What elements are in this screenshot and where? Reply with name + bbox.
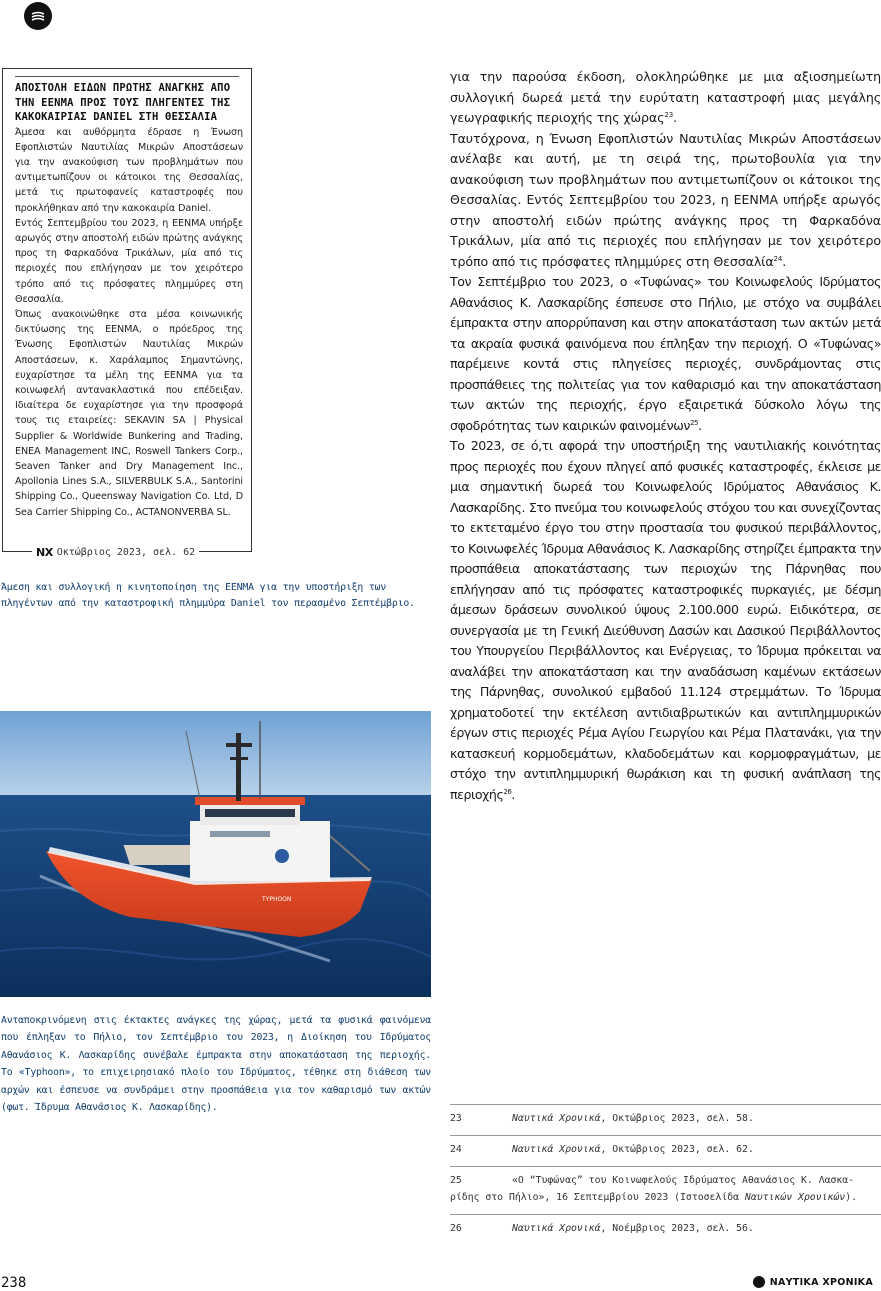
sidebar-citation [32,546,199,559]
footnote-ref: 25 [689,418,698,427]
body-paragraph: Ταυτόχρονα, η Ένωση Εφοπλιστών Ναυτιλίας Μικρών Αποστάσεων ανέλαβε και αυτή, με τη σειρά της, πρωτοβουλία για την ανακούφιση των προβλημάτων που αντιμετωπίζουν οι κάτοικοι της Θεσσαλίας. Εντός Σεπτεμβρίου του 2023, η ΕΕΝΜΑ υπήρξε αρωγός στην αποστολή ειδών πρώτης ανάγκης προς τη Φαρκαδόνα Τρικάλων, μία από τις περιοχές που επλήγησαν με τον χειρότερο τρόπο από τις πρόσφατες πλημμύρες στη Θεσσαλία$^{24}$. [450,130,881,269]
footnotes [450,1104,881,1245]
footnote-ref: 23 [664,110,674,119]
brand-logo-icon [753,1276,765,1288]
page-number: 238 [1,1275,27,1291]
sidebar-title: ΑΠΟΣΤΟΛΗ ΕΙΔΩΝ ΠΡΩΤΗΣ ΑΝΑΓΚΗΣ ΑΠΟ ΤΗΝ ΕΕΝΜΑ ΠΡΟΣ ΤΟΥΣ ΠΛΗΓΕΝΤΕΣ ΤΗΣ ΚΑΚΟΚΑΙΡΙΑΣ DANIEL ΣΤΗ ΘΕΣΣΑΛΙΑ [15,82,231,123]
nx-logo: NX [36,546,53,559]
footnote: 26 Ναυτικά Χρονικά, Νοέμβριος 2023, σελ. 56. [450,1214,881,1245]
sidebar-paragraph: Όπως ανακοινώθηκε στα μέσα κοινωνικής δικτύωσης της ΕΕΝΜΑ, ο πρόεδρος της Ένωσης Εφοπλιστών Ναυτιλίας Μικρών Αποστάσεων, κ. Χαράλαμπος Σημαντώνης, ευχαρίστησε τα μέλη της ΕΕΝΜΑ για τα κοινωφελή αντανακλαστικά που επέδειξαν. Ιδιαίτερα δε ευχαρίστησε για την προσφορά τους τις εταιρείες: SEKAVIN SA | Physical Supplier & Worldwide Bunkering and Trading, ENEA Management INC, Roswell Tankers Corp., Seaven Tanker and Dry Management Inc., Apollonia Lines S.A., SILVERBULK S.A., Santorini Shipping Co., Queensway Navigation Co. Ltd, D Sea Carrier Shipping Co., ACTANONVERBA SL. [15,308,243,518]
publication-logo-icon [24,2,52,30]
footnote: 24 Ναυτικά Χρονικά, Οκτώβριος 2023, σελ. 62. [450,1135,881,1166]
body-paragraph: Τον Σεπτέμβριο του 2023, ο «Τυφώνας» του Κοινωφελούς Ιδρύματος Αθανάσιος Κ. Λασκαρίδης έσπευσε στο Πήλιο, με στόχο να συμβάλει έμπρακτα στην απορρύπανση και στην αποκατάσταση των ακτών μετά τα ακραία φυσικά φαινόμενα που έπληξαν την περιοχή. Ο «Τυφώνας» παρέμεινε κοντά στις πληγείσες περιοχές, συνδράμοντας στις προσπάθειες της πολιτείας για τον καθαρισμό και την αποκατάσταση των ακτών της περιοχής, έργο εξαιρετικά δύσκολο λόγω της σφοδρότητας των καιρικών φαινομένων$^{25}$. [450,274,881,433]
footnote-ref: 26 [503,787,512,796]
ship-name: TYPHOON [262,896,292,903]
sidebar-box [2,68,252,552]
citation-text: Οκτώβριος 2023, σελ. 62 [56,547,196,558]
caption-bottom: Ανταποκρινόμενη στις έκτακτες ανάγκες της χώρας, μετά τα φυσικά φαινόμενα που έπληξαν το Πήλιο, τον Σεπτέμβριο του 2023, η Διοίκηση του Ιδρύματος Αθανάσιος Κ. Λασκαρίδης συνέβαλε έμπρακτα στην αποκατάσταση της περιοχής. Το «Typhoon», το επιχειρησιακό πλοίο του Ιδρύματος, τέθηκε στη διάθεση των αρχών και έσπευσε να συνδράμει στην προσπάθεια για τον καθαρισμό των ακτών (φωτ. Ίδρυμα Αθανάσιος Κ. Λασκαρίδης). [1,1015,431,1114]
brand-name: ΝΑΥΤΙΚΑ ΧΡΟΝΙΚΑ [769,1276,873,1288]
caption-top: Άμεση και συλλογική η κινητοποίηση της ΕΕΝΜΑ για την υποστήριξη των πληγέντων από την καταστροφική πλημμύρα Daniel τον περασμένο Σεπτέμβριο. [1,582,415,610]
footnote: 23 Ναυτικά Χρονικά, Οκτώβριος 2023, σελ. 58. [450,1104,881,1135]
body-paragraph: για την παρούσα έκδοση, ολοκληρώθηκε με μια αξιοσημείωτη συλλογική δωρεά μετά την ευρύτατη καταστροφή μιας μεγάλης γεωγραφικής περιοχής της χώρας$^{23}$. [450,69,881,125]
footer-brand [753,1276,873,1288]
sidebar-paragraph: Εντός Σεπτεμβρίου του 2023, η ΕΕΝΜΑ υπήρξε αρωγός στην αποστολή ειδών πρώτης ανάγκης προς τη Φαρκαδόνα Τρικάλων, μία από τις περιοχές που επλήγησαν με τον χειρότερο τρόπο από τις πρόσφατες πλημμύρες στη Θεσσαλία. [15,217,243,305]
footnote: 25 «Ο “Τυφώνας” του Κοινωφελούς Ιδρύματος Αθανάσιος Κ. Λασκα- ρίδης στο Πήλιο», 16 Σεπτεμβρίου 2023 (Ιστοσελίδα Ναυτικών Χρονικών). [450,1166,881,1214]
sidebar-paragraph: Άμεσα και αυθόρμητα έδρασε η Ένωση Εφοπλιστών Ναυτιλίας Μικρών Αποστάσεων για την ανακούφιση των προβλημάτων που αντιμετωπίζουν οι κάτοικοι της Θεσσαλίας, μετά τις πρωτοφανείς καταστροφές που προκλήθηκαν από την κακοκαιρία Daniel. [15,126,243,214]
main-text-column [450,67,881,805]
ship-photo [0,711,431,997]
box-rule [15,76,239,77]
footnote-ref: 24 [773,254,783,263]
body-paragraph: Το 2023, σε ό,τι αφορά την υποστήριξη της ναυτιλιακής κοινότητας προς περιοχές που έχουν πληγεί από φυσικές καταστροφές, έκλεισε με μια σημαντική δωρεά του Κοινωφελούς Ιδρύματος Αθανάσιος Κ. Λασκαρίδης. Στο πνεύμα του κοινωφελούς στόχου του και συνεχίζοντας το εκτεταμένο έργο του στην προστασία του φυσικού περιβάλλοντος, το Κοινωφελές Ίδρυμα Αθανάσιος Κ. Λασκαρίδης στηρίζει έμπρακτα την προσπάθεια αποκατάστασης των περιοχών της Πάρνηθας που επλήγησαν από τις πρόσφατες καταστροφικές πυρκαγιές, με δέσμη άμεσων δράσεων συνολικού ύψους 2.100.000 ευρώ. Ειδικότερα, σε συνεργασία με τη Γενική Διεύθυνση Δασών και Δασικού Περιβάλλοντος του Υπουργείου Περιβάλλοντος και Ενέργειας, το Ίδρυμα πρόκειται να αναλάβει την αποκατάσταση και την αναδάσωση καμένων εκτάσεων της Πάρνηθας, συνολικού εμβαδού 11.124 στρεμμάτων. Το Ίδρυμα χρηματοδοτεί την εκτέλεση αντιδιαβρωτικών και αντιπλημμυρικών έργων στις περιοχές Ρέμα Αγίου Γεωργίου και Ρέμα Πλατανάκι, για την κατασκευή κορμοδεμάτων, κλαδοδεμάτων και κορμοφραγμάτων, με στόχο την αντιπλημμυρική θωράκιση και τη φυσική ανάπλαση της περιοχής$^{26}$. [450,438,881,802]
